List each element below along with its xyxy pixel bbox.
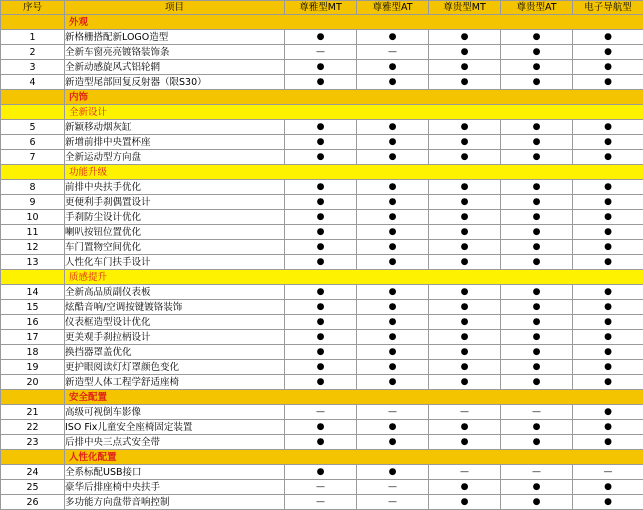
- availability-mark: ●: [501, 255, 573, 270]
- row-number: 7: [1, 150, 65, 165]
- availability-mark: ●: [573, 150, 643, 165]
- row-number: 16: [1, 315, 65, 330]
- feature-name: 新颖移动烟灰缸: [65, 120, 285, 135]
- availability-mark: ●: [573, 45, 643, 60]
- availability-mark: ●: [573, 180, 643, 195]
- section-label: 功能升级: [65, 165, 643, 180]
- row-number: 25: [1, 480, 65, 495]
- availability-mark: ●: [429, 45, 501, 60]
- availability-mark: ●: [501, 240, 573, 255]
- section-number-cell: [1, 105, 65, 120]
- subsection-header-row: [1, 165, 643, 180]
- availability-mark: ●: [429, 120, 501, 135]
- row-number: 14: [1, 285, 65, 300]
- availability-mark: ●: [429, 495, 501, 510]
- table-row: [1, 45, 643, 60]
- table-row: [1, 60, 643, 75]
- availability-mark: ●: [501, 315, 573, 330]
- availability-mark: ●: [501, 435, 573, 450]
- feature-name: 新格栅搭配新LOGO造型: [65, 30, 285, 45]
- table-row: [1, 210, 643, 225]
- table-row: [1, 495, 643, 510]
- row-number: 23: [1, 435, 65, 450]
- table-row: [1, 465, 643, 480]
- availability-mark: ●: [429, 435, 501, 450]
- feature-name: 手刹防尘设计优化: [65, 210, 285, 225]
- section-number-cell: [1, 390, 65, 405]
- row-number: 12: [1, 240, 65, 255]
- feature-name: 前排中央扶手优化: [65, 180, 285, 195]
- section-label: 外观: [65, 15, 643, 30]
- feature-name: ISO Fix儿童安全座椅固定装置: [65, 420, 285, 435]
- availability-mark: ●: [573, 195, 643, 210]
- row-number: 22: [1, 420, 65, 435]
- availability-mark: —: [357, 405, 429, 420]
- availability-mark: ●: [573, 225, 643, 240]
- row-number: 21: [1, 405, 65, 420]
- section-label: 内饰: [65, 90, 643, 105]
- availability-mark: ●: [285, 435, 357, 450]
- availability-mark: ●: [429, 60, 501, 75]
- row-number: 13: [1, 255, 65, 270]
- availability-mark: ●: [429, 345, 501, 360]
- availability-mark: —: [429, 405, 501, 420]
- availability-mark: ●: [573, 120, 643, 135]
- availability-mark: ●: [573, 480, 643, 495]
- availability-mark: ●: [429, 480, 501, 495]
- row-number: 2: [1, 45, 65, 60]
- table-row: [1, 180, 643, 195]
- availability-mark: ●: [357, 360, 429, 375]
- availability-mark: ●: [501, 420, 573, 435]
- availability-mark: ●: [501, 300, 573, 315]
- availability-mark: ●: [285, 60, 357, 75]
- header-number: 序号: [1, 1, 65, 15]
- row-number: 6: [1, 135, 65, 150]
- availability-mark: ●: [573, 345, 643, 360]
- availability-mark: ●: [501, 30, 573, 45]
- availability-mark: ●: [501, 375, 573, 390]
- feature-name: 全系标配USB接口: [65, 465, 285, 480]
- feature-name: 车门置物空间优化: [65, 240, 285, 255]
- availability-mark: ●: [357, 135, 429, 150]
- availability-mark: ●: [501, 225, 573, 240]
- row-number: 15: [1, 300, 65, 315]
- availability-mark: ●: [285, 30, 357, 45]
- availability-mark: ●: [285, 135, 357, 150]
- feature-name: 新造型人体工程学舒适座椅: [65, 375, 285, 390]
- availability-mark: ●: [501, 75, 573, 90]
- availability-mark: ●: [573, 135, 643, 150]
- availability-mark: ●: [285, 180, 357, 195]
- section-header-row: [1, 390, 643, 405]
- availability-mark: ●: [429, 195, 501, 210]
- table-row: [1, 255, 643, 270]
- availability-mark: ●: [429, 315, 501, 330]
- availability-mark: ●: [429, 150, 501, 165]
- availability-mark: —: [285, 495, 357, 510]
- section-number-cell: [1, 450, 65, 465]
- table-row: [1, 405, 643, 420]
- availability-mark: ●: [357, 300, 429, 315]
- header-row: [1, 1, 643, 15]
- availability-mark: ●: [429, 285, 501, 300]
- availability-mark: ●: [285, 255, 357, 270]
- availability-mark: ●: [285, 420, 357, 435]
- availability-mark: ●: [357, 345, 429, 360]
- availability-mark: ●: [429, 360, 501, 375]
- feature-name: 更美观手刹拉柄设计: [65, 330, 285, 345]
- availability-mark: —: [357, 45, 429, 60]
- row-number: 1: [1, 30, 65, 45]
- feature-name: 多功能方向盘带音响控制: [65, 495, 285, 510]
- availability-mark: ●: [285, 75, 357, 90]
- availability-mark: ●: [573, 75, 643, 90]
- feature-name: 全新动感旋风式铝轮辋: [65, 60, 285, 75]
- section-number-cell: [1, 165, 65, 180]
- table-row: [1, 420, 643, 435]
- row-number: 18: [1, 345, 65, 360]
- availability-mark: ●: [501, 45, 573, 60]
- section-number-cell: [1, 90, 65, 105]
- availability-mark: ●: [573, 30, 643, 45]
- feature-name: 更护眼阅读灯灯罩颜色变化: [65, 360, 285, 375]
- availability-mark: ●: [501, 135, 573, 150]
- availability-mark: ●: [501, 150, 573, 165]
- table-row: [1, 75, 643, 90]
- feature-name: 喇叭按钮位置优化: [65, 225, 285, 240]
- availability-mark: —: [429, 465, 501, 480]
- availability-mark: —: [573, 465, 643, 480]
- availability-mark: ●: [357, 225, 429, 240]
- availability-mark: ●: [285, 465, 357, 480]
- feature-name: 新增前排中央置杯座: [65, 135, 285, 150]
- availability-mark: ●: [285, 375, 357, 390]
- row-number: 4: [1, 75, 65, 90]
- availability-mark: ●: [573, 240, 643, 255]
- availability-mark: ●: [429, 210, 501, 225]
- availability-mark: ●: [501, 180, 573, 195]
- table-row: [1, 135, 643, 150]
- header-item: 项目: [65, 1, 285, 15]
- table-row: [1, 30, 643, 45]
- table-row: [1, 195, 643, 210]
- availability-mark: ●: [285, 360, 357, 375]
- availability-mark: ●: [501, 360, 573, 375]
- availability-mark: ●: [285, 240, 357, 255]
- availability-mark: ●: [429, 330, 501, 345]
- availability-mark: ●: [285, 150, 357, 165]
- availability-mark: ●: [573, 495, 643, 510]
- availability-mark: ●: [429, 255, 501, 270]
- table-row: [1, 480, 643, 495]
- availability-mark: ●: [501, 120, 573, 135]
- availability-mark: ●: [357, 195, 429, 210]
- header-trim-5: 电子导航型: [573, 1, 643, 15]
- table-row: [1, 315, 643, 330]
- section-label: 全新设计: [65, 105, 643, 120]
- availability-mark: ●: [501, 285, 573, 300]
- availability-mark: ●: [501, 330, 573, 345]
- table-row: [1, 300, 643, 315]
- availability-mark: —: [285, 480, 357, 495]
- availability-mark: ●: [357, 285, 429, 300]
- availability-mark: ●: [285, 345, 357, 360]
- availability-mark: ●: [501, 60, 573, 75]
- table-row: [1, 375, 643, 390]
- availability-mark: ●: [501, 345, 573, 360]
- availability-mark: ●: [573, 375, 643, 390]
- availability-mark: ●: [357, 120, 429, 135]
- availability-mark: ●: [357, 465, 429, 480]
- table-row: [1, 345, 643, 360]
- row-number: 17: [1, 330, 65, 345]
- table-row: [1, 360, 643, 375]
- row-number: 5: [1, 120, 65, 135]
- availability-mark: ●: [573, 285, 643, 300]
- availability-mark: ●: [285, 225, 357, 240]
- availability-mark: ●: [429, 300, 501, 315]
- availability-mark: ●: [285, 285, 357, 300]
- availability-mark: ●: [573, 315, 643, 330]
- availability-mark: ●: [429, 180, 501, 195]
- availability-mark: ●: [357, 210, 429, 225]
- availability-mark: ●: [573, 210, 643, 225]
- feature-name: 换挡器罩盖优化: [65, 345, 285, 360]
- feature-name: 后排中央三点式安全带: [65, 435, 285, 450]
- row-number: 9: [1, 195, 65, 210]
- table-row: [1, 150, 643, 165]
- feature-name: 人性化车门扶手设计: [65, 255, 285, 270]
- row-number: 10: [1, 210, 65, 225]
- section-label: 安全配置: [65, 390, 643, 405]
- row-number: 3: [1, 60, 65, 75]
- row-number: 11: [1, 225, 65, 240]
- table-row: [1, 240, 643, 255]
- availability-mark: —: [357, 480, 429, 495]
- feature-name: 炫酷音响/空调按键镀铬装饰: [65, 300, 285, 315]
- availability-mark: ●: [357, 330, 429, 345]
- section-header-row: [1, 450, 643, 465]
- feature-name: 全新高品质副仪表板: [65, 285, 285, 300]
- availability-mark: ●: [285, 195, 357, 210]
- availability-mark: ●: [501, 195, 573, 210]
- availability-mark: ●: [285, 120, 357, 135]
- table-row: [1, 330, 643, 345]
- spec-table-body: [1, 15, 643, 510]
- section-header-row: [1, 15, 643, 30]
- availability-mark: ●: [573, 405, 643, 420]
- availability-mark: ●: [429, 240, 501, 255]
- availability-mark: ●: [357, 30, 429, 45]
- availability-mark: ●: [285, 300, 357, 315]
- feature-name: 仪表框造型设计优化: [65, 315, 285, 330]
- feature-name: 全新运动型方向盘: [65, 150, 285, 165]
- subsection-header-row: [1, 270, 643, 285]
- availability-mark: ●: [357, 375, 429, 390]
- table-row: [1, 120, 643, 135]
- header-trim-4: 尊贵型AT: [501, 1, 573, 15]
- availability-mark: ●: [429, 75, 501, 90]
- table-row: [1, 285, 643, 300]
- availability-mark: ●: [429, 135, 501, 150]
- subsection-header-row: [1, 105, 643, 120]
- availability-mark: ●: [357, 255, 429, 270]
- row-number: 24: [1, 465, 65, 480]
- availability-mark: ●: [429, 375, 501, 390]
- availability-mark: —: [357, 495, 429, 510]
- feature-name: 全新车窗亮亮镀铬装饰条: [65, 45, 285, 60]
- availability-mark: ●: [501, 480, 573, 495]
- availability-mark: ●: [429, 30, 501, 45]
- availability-mark: ●: [573, 330, 643, 345]
- availability-mark: —: [285, 405, 357, 420]
- availability-mark: ●: [285, 330, 357, 345]
- availability-mark: ●: [357, 150, 429, 165]
- availability-mark: ●: [357, 75, 429, 90]
- availability-mark: ●: [573, 255, 643, 270]
- availability-mark: ●: [285, 315, 357, 330]
- section-number-cell: [1, 270, 65, 285]
- header-trim-1: 尊雅型MT: [285, 1, 357, 15]
- row-number: 20: [1, 375, 65, 390]
- availability-mark: ●: [285, 210, 357, 225]
- feature-name: 高级可视倒车影像: [65, 405, 285, 420]
- availability-mark: ●: [501, 210, 573, 225]
- feature-name: 新造型尾部回复反射器（限S30）: [65, 75, 285, 90]
- availability-mark: ●: [357, 435, 429, 450]
- availability-mark: —: [501, 405, 573, 420]
- row-number: 8: [1, 180, 65, 195]
- row-number: 26: [1, 495, 65, 510]
- section-label: 人性化配置: [65, 450, 643, 465]
- feature-name: 豪华后排座椅中央扶手: [65, 480, 285, 495]
- availability-mark: ●: [573, 300, 643, 315]
- availability-mark: ●: [429, 420, 501, 435]
- availability-mark: ●: [357, 420, 429, 435]
- availability-mark: —: [285, 45, 357, 60]
- availability-mark: ●: [573, 435, 643, 450]
- header-trim-2: 尊雅型AT: [357, 1, 429, 15]
- feature-name: 更便利手刹偶置设计: [65, 195, 285, 210]
- availability-mark: ●: [501, 495, 573, 510]
- availability-mark: ●: [357, 180, 429, 195]
- availability-mark: ●: [573, 360, 643, 375]
- availability-mark: ●: [357, 315, 429, 330]
- section-number-cell: [1, 15, 65, 30]
- row-number: 19: [1, 360, 65, 375]
- section-label: 质感提升: [65, 270, 643, 285]
- table-row: [1, 225, 643, 240]
- availability-mark: ●: [357, 60, 429, 75]
- availability-mark: ●: [429, 225, 501, 240]
- table-row: [1, 435, 643, 450]
- availability-mark: ●: [573, 60, 643, 75]
- availability-mark: —: [501, 465, 573, 480]
- header-trim-3: 尊贵型MT: [429, 1, 501, 15]
- section-header-row: [1, 90, 643, 105]
- availability-mark: ●: [357, 240, 429, 255]
- availability-mark: ●: [573, 420, 643, 435]
